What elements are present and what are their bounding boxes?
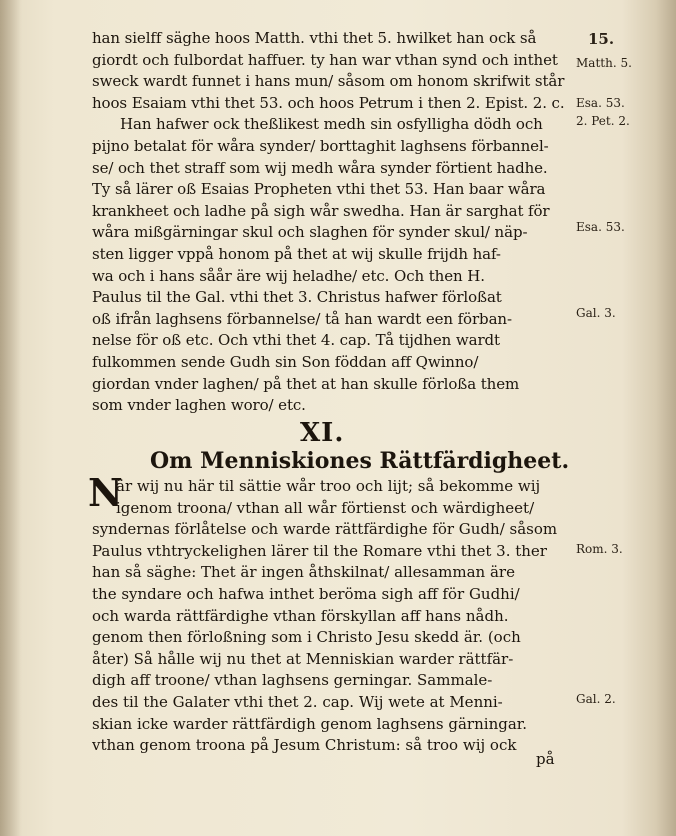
- text-line: oß ifrån laghsens förbannelse/ tå han wardt een förban-: [92, 309, 512, 328]
- text-line: fulkommen sende Gudh sin Son föddan aff Qwinno/: [92, 352, 479, 371]
- text-line: Ty så lärer oß Esaias Propheten vthi thet 53. Han baar wåra: [92, 180, 546, 199]
- text-line: wa och i hans såår äre wij heladhe/ etc. Och then H.: [92, 266, 485, 285]
- text-line: sten ligger vppå honom på thet at wij skulle frijdh haf-: [92, 244, 501, 263]
- body-text-top: [92, 28, 570, 417]
- text-line: krankheet och ladhe på sigh wår swedha. Han är sarghat för: [92, 201, 550, 220]
- margin-note: Matth. 5.: [576, 56, 632, 70]
- chapter-title: Om Menniskiones Rättfärdigheet.: [150, 448, 570, 474]
- text-line: åter) Så hålle wij nu thet at Menniskian warder rättfär-: [92, 649, 514, 668]
- text-line: des til the Galater vthi thet 2. cap. Wij wete at Menni-: [92, 692, 503, 711]
- text-line: är wij nu här til sättie wår troo och lijt; så bekomme wij: [116, 477, 541, 495]
- text-line: sweck wardt funnet i hans mun/ såsom om honom skrifwit står: [92, 72, 565, 91]
- text-line: Paulus til the Gal. vthi thet 3. Christus hafwer förloßat: [92, 288, 502, 307]
- text-line: vthan genom troona på Jesum Christum: så troo wij ock: [92, 736, 517, 755]
- body-text-bottom: [92, 476, 570, 757]
- text-line: Paulus vthtryckelighen lärer til the Romare vthi thet 3. ther: [92, 541, 547, 560]
- margin-note: Gal. 2.: [576, 692, 616, 706]
- page-number: 15.: [588, 30, 615, 48]
- text-line: syndernas förlåtelse och warde rättfärdighe för Gudh/ såsom: [92, 520, 558, 539]
- text-line: the syndare och hafwa inthet beröma sigh aff för Gudhi/: [92, 584, 520, 603]
- text-line: digh aff troone/ vthan laghsens gerningar. Sammale-: [92, 671, 493, 690]
- drop-cap: N: [88, 470, 123, 515]
- text-line: Han hafwer ock theßlikest medh sin osfylligha dödh och: [120, 115, 543, 134]
- text-line: se/ och thet straff som wij medh wåra synder förtient hadhe.: [92, 158, 548, 177]
- margin-note: Esa. 53.: [576, 220, 625, 234]
- text-line: han så säghe: Thet är ingen åthskilnat/ allesamman äre: [92, 563, 515, 582]
- text-line: och warda rättfärdighe vthan förskyllan aff hans nådh.: [92, 606, 509, 625]
- catchword: på: [536, 750, 555, 768]
- text-line: nelse för oß etc. Och vthi thet 4. cap. Tå tijdhen wardt: [92, 331, 500, 350]
- text-line: igenom troona/ vthan all wår förtienst och wärdigheet/: [116, 498, 535, 517]
- text-line: pijno betalat för wåra synder/ borttaghit laghsens förbannel-: [92, 136, 549, 155]
- text-line: giordan vnder laghen/ på thet at han skulle förloßa them: [92, 374, 520, 393]
- text-line: skian icke warder rättfärdigh genom laghsens gärningar.: [92, 714, 528, 733]
- margin-note: Gal. 3.: [576, 306, 616, 320]
- text-line: som vnder laghen woro/ etc.: [92, 396, 306, 415]
- text-line: giordt och fulbordat haffuer. ty han war vthan synd och inthet: [92, 50, 558, 69]
- text-line: han sielff säghe hoos Matth. vthi thet 5. hwilket han ock så: [92, 29, 537, 47]
- text-line: wåra mißgärningar skul och slaghen för synder skul/ näp-: [92, 223, 528, 242]
- margin-note: Rom. 3.: [576, 542, 623, 556]
- margin-note: 2. Pet. 2.: [576, 114, 630, 128]
- margin-note: Esa. 53.: [576, 96, 625, 110]
- text-line: hoos Esaiam vthi thet 53. och hoos Petrum i then 2. Epist. 2. c.: [92, 93, 565, 112]
- chapter-number: XI.: [300, 418, 345, 448]
- text-line: genom then förloßning som i Christo Jesu skedd är. (och: [92, 628, 521, 647]
